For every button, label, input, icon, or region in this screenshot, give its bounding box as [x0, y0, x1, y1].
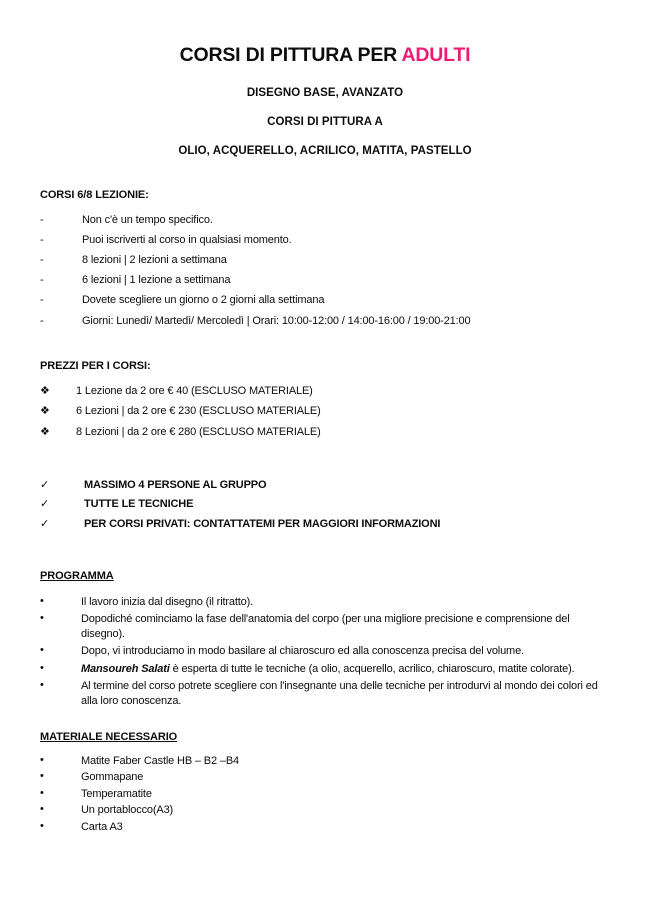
- spacer: [40, 446, 610, 478]
- list-item-text: Al termine del corso potrete scegliere con l'insegnante una delle tecniche per introdurvi al mondo dei colori ed alla loro conoscenza.: [81, 679, 598, 708]
- list-item-text: 8 Lezioni | da 2 ore € 280 (ESCLUSO MATERIALE): [76, 426, 321, 439]
- corsi-list: [40, 213, 610, 329]
- round-bullet-icon: •: [40, 820, 44, 833]
- check-icon: ✓: [40, 478, 50, 491]
- dash-marker-icon: -: [40, 234, 44, 247]
- page-title-main: CORSI DI PITTURA PER: [179, 44, 402, 66]
- list-item-text: TUTTE LE TECNICHE: [84, 498, 194, 511]
- spacer: [40, 373, 610, 384]
- list-item: [40, 497, 610, 513]
- list-item-text: 6 lezioni | 1 lezione a settimana: [82, 274, 231, 287]
- list-item-text: Il lavoro inizia dal disegno (il ritratto).: [81, 595, 254, 608]
- list-item-text: 1 Lezione da 2 ore € 40 (ESCLUSO MATERIALE): [76, 384, 313, 397]
- list-item: [40, 425, 610, 441]
- list-item-text: 6 Lezioni | da 2 ore € 230 (ESCLUSO MATERIALE): [76, 405, 321, 418]
- list-item: [40, 644, 610, 660]
- teacher-name: Mansoureh Salati: [81, 662, 170, 675]
- list-item-text: Dovete scegliere un giorno o 2 giorni alla settimana: [82, 294, 325, 307]
- list-item: [40, 253, 610, 269]
- list-item: [40, 595, 610, 611]
- list-item-text: Un portablocco(A3): [81, 804, 174, 817]
- list-item: [40, 770, 610, 786]
- list-item-text: Giorni: Lunedì/ Martedì/ Mercoledì | Orari: 10:00-12:00 / 14:00-16:00 / 19:00-21:00: [82, 314, 471, 327]
- list-item-text: Matite Faber Castle HB – B2 –B4: [81, 754, 239, 767]
- round-bullet-icon: •: [40, 770, 44, 783]
- prezzi-list: [40, 384, 610, 441]
- diamond-bullet-icon: ❖: [40, 384, 50, 397]
- section-heading-materiale: MATERIALE NECESSARIO: [40, 731, 178, 744]
- section-heading-programma: PROGRAMMA: [40, 570, 114, 583]
- round-bullet-icon: •: [40, 644, 44, 657]
- list-item-text: Dopo, vi introduciamo in modo basilare al chiaroscuro ed alla conoscenza precisa del volume.: [81, 645, 524, 658]
- diamond-bullet-icon: ❖: [40, 426, 50, 439]
- round-bullet-icon: •: [40, 678, 44, 691]
- list-item-text: Dopodiché cominciamo la fase dell'anatomia del corpo (per una migliore precisione e comprensione del disegno).: [81, 612, 570, 641]
- list-item-text: MASSIMO 4 PERSONE AL GRUPPO: [84, 478, 267, 491]
- round-bullet-icon: •: [40, 786, 44, 799]
- spacer: [40, 711, 610, 731]
- list-item-text: PER CORSI PRIVATI: CONTATTATEMI PER MAGGIORI INFORMAZIONI: [84, 517, 441, 530]
- list-item: [40, 612, 610, 643]
- programma-list: [40, 595, 610, 710]
- condizioni-list: [40, 478, 610, 533]
- list-item-text: Temperamatite: [81, 787, 152, 800]
- round-bullet-icon: •: [40, 594, 44, 607]
- diamond-bullet-icon: ❖: [40, 405, 50, 418]
- section-heading-corsi: CORSI 6/8 LEZIONIE:: [40, 188, 149, 201]
- dash-marker-icon: -: [40, 274, 44, 287]
- check-icon: ✓: [40, 517, 50, 530]
- round-bullet-icon: •: [40, 661, 44, 674]
- list-item: [40, 273, 610, 289]
- dash-marker-icon: -: [40, 213, 44, 226]
- subtitle-1: DISEGNO BASE, AVANZATO: [246, 87, 404, 100]
- spacer: [40, 584, 610, 595]
- page-title-accent: ADULTI: [401, 44, 471, 66]
- list-item: [40, 787, 610, 803]
- dash-marker-icon: -: [40, 314, 44, 327]
- materiale-list: [40, 754, 610, 836]
- page-title: [40, 38, 610, 67]
- spacer: [40, 159, 610, 189]
- list-item-text: Non c'è un tempo specifico.: [82, 213, 213, 226]
- round-bullet-icon: •: [40, 753, 44, 766]
- list-item: [40, 213, 610, 229]
- list-item-text: Gommapane: [81, 771, 144, 784]
- subtitle-2: CORSI DI PITTURA A: [267, 116, 383, 129]
- section-heading-prezzi: PREZZI PER I CORSI:: [40, 359, 151, 372]
- subtitle-3: OLIO, ACQUERELLO, ACRILICO, MATITA, PASTELLO: [178, 144, 472, 157]
- spacer: [40, 334, 610, 360]
- round-bullet-icon: •: [40, 611, 44, 624]
- list-item: [40, 517, 610, 533]
- list-item: [40, 384, 610, 400]
- list-item: [40, 754, 610, 770]
- list-item-text: [81, 662, 610, 678]
- list-item-text: 8 lezioni | 2 lezioni a settimana: [82, 254, 227, 267]
- check-icon: ✓: [40, 498, 50, 511]
- list-item: [40, 820, 610, 836]
- dash-marker-icon: -: [40, 254, 44, 267]
- list-item-text: Puoi iscriverti al corso in qualsiasi momento.: [82, 234, 292, 247]
- list-item: [40, 314, 610, 330]
- list-item: [40, 478, 610, 494]
- list-item-text: Carta A3: [81, 821, 123, 834]
- list-item: [40, 803, 610, 819]
- list-item: [40, 662, 610, 678]
- spacer: [40, 745, 610, 754]
- dash-marker-icon: -: [40, 294, 44, 307]
- spacer: [40, 536, 610, 570]
- list-item: [40, 293, 610, 309]
- list-item: [40, 679, 610, 710]
- list-item: [40, 233, 610, 249]
- list-item: [40, 404, 610, 420]
- round-bullet-icon: •: [40, 803, 44, 816]
- list-item-text-rest: è esperta di tutte le tecniche (a olio, acquerello, acrilico, chiaroscuro, matite colorate).: [169, 662, 575, 675]
- spacer: [40, 202, 610, 213]
